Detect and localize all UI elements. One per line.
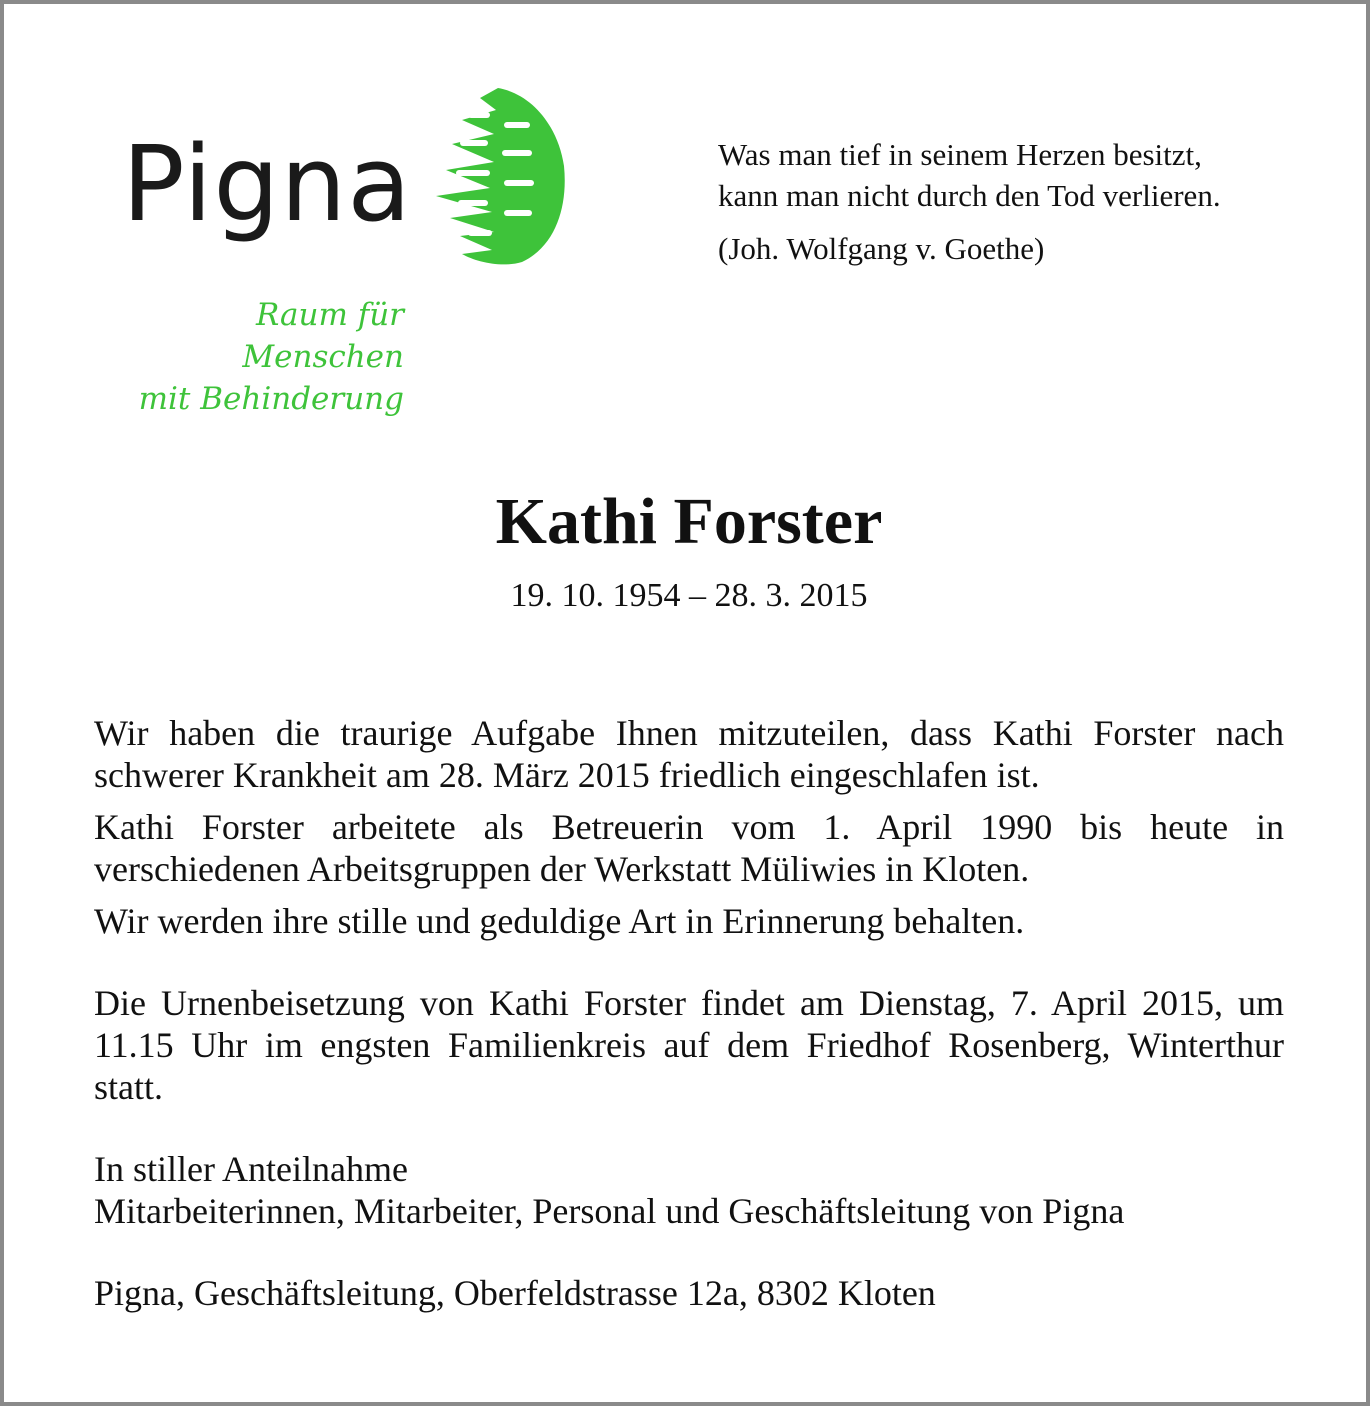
quote-line-1: Was man tief in seinem Herzen besitzt, [718,137,1202,172]
goethe-quote [718,134,1318,269]
paragraph-announcement: Wir haben die traurige Aufgabe Ihnen mitzuteilen, dass Kathi Forster nach schwerer Krankheit am 28. März 2015 friedlich eingeschlafen ist. [94,713,1284,795]
closing-signatories: Mitarbeiterinnen, Mitarbeiter, Personal und Geschäftsleitung von Pigna [94,1191,1125,1231]
pine-cone-icon [432,86,568,266]
tagline-line-2: mit Behinderung [138,381,404,417]
life-dates: 19. 10. 1954 – 28. 3. 2015 [510,577,868,614]
paragraph-remembrance: Wir werden ihre stille und geduldige Art in Erinnerung behalten. [94,901,1025,941]
paragraph-burial: Die Urnenbeisetzung von Kathi Forster findet am Dienstag, 7. April 2015, um 11.15 Uhr im engsten Familienkreis auf dem Friedhof Rosenberg, Winterthur statt. [94,983,1284,1107]
announcement-body [94,712,1284,1314]
tagline-line-1: Raum für Menschen [242,297,404,375]
logo-tagline [94,294,404,420]
closing-sympathy: In stiller Anteilnahme [94,1149,408,1189]
deceased-name: Kathi Forster [495,485,883,558]
quote-line-2: kann man nicht durch den Tod verlieren. [718,178,1221,213]
logo-wordmark: Pigna [122,123,412,245]
contact-address: Pigna, Geschäftsleitung, Oberfeldstrasse 12a, 8302 Kloten [94,1273,936,1313]
paragraph-employment: Kathi Forster arbeitete als Betreuerin vom 1. April 1990 bis heute in verschiedenen Arbeitsgruppen der Werkstatt Müliwies in Kloten. [94,807,1284,889]
quote-author: (Joh. Wolfgang v. Goethe) [718,231,1045,266]
